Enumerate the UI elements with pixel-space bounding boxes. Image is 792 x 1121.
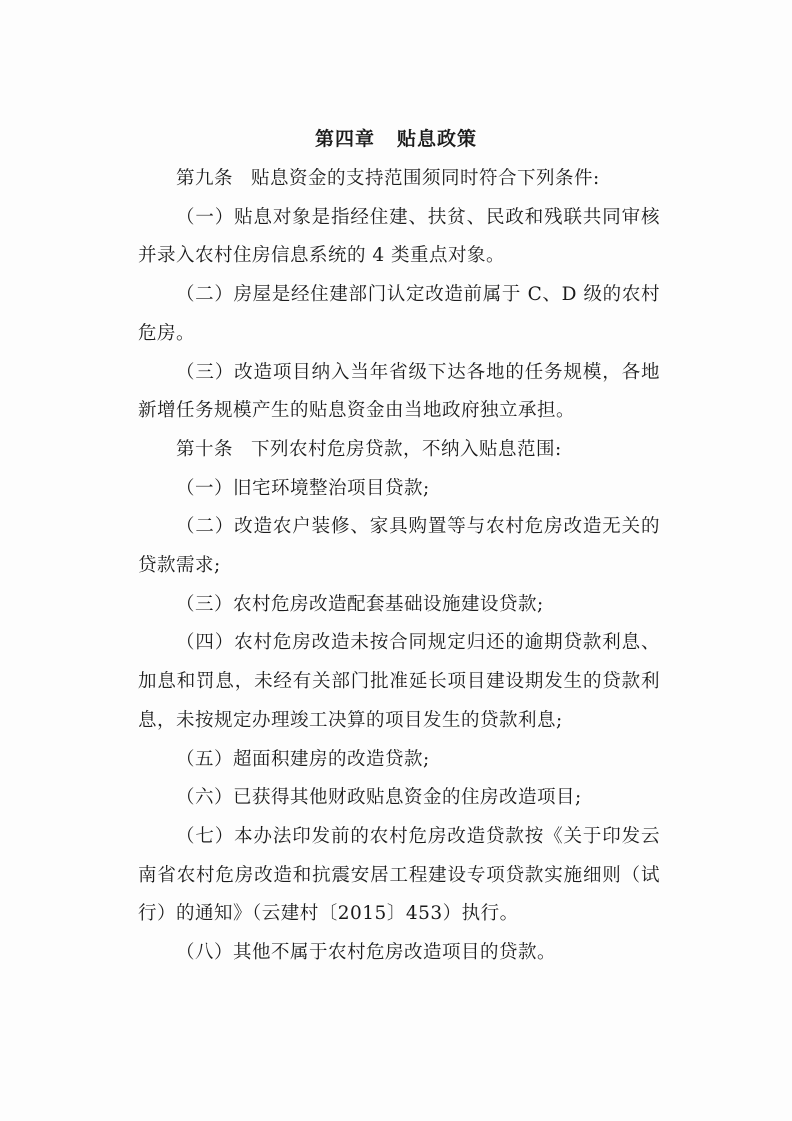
- article-10-item-2: [138, 508, 660, 585]
- paragraph-text: （二）改造农户装修、家具购置等与农村危房改造无关的贷款需求;: [138, 516, 660, 577]
- paragraph-text: （三）农村危房改造配套基础设施建设贷款;: [176, 593, 544, 615]
- article-10-item-1: [138, 470, 660, 509]
- chapter-heading: [0, 124, 792, 151]
- article-9-item-1: [138, 199, 660, 276]
- chapter-title: 贴息政策: [397, 128, 478, 150]
- paragraph-text: 贴息资金的支持范围须同时符合下列条件:: [251, 168, 600, 189]
- paragraph-text: （四）农村危房改造未按合同规定归还的逾期贷款利息、加息和罚息，未经有关部门批准延长项目建设期发生的贷款利息，未按规定办理竣工决算的项目发生的贷款利息;: [138, 632, 660, 731]
- paragraph-text: （二）房屋是经住建部门认定改造前属于 C、D 级的农村危房。: [138, 284, 660, 344]
- paragraph-text: （一）旧宅环境整治项目贷款;: [176, 477, 430, 499]
- chapter-number: 第四章: [314, 128, 375, 150]
- article-10-item-5: [138, 741, 660, 780]
- paragraph-text: 下列农村危房贷款，不纳入贴息范围:: [251, 438, 562, 460]
- document-body: [138, 160, 660, 973]
- article-10-item-7: [138, 818, 660, 934]
- paragraph-text: （五）超面积建房的改造贷款;: [176, 748, 430, 770]
- article-10-item-6: [138, 779, 660, 818]
- paragraph-text: （一）贴息对象是指经住建、扶贫、民政和残联共同审核并录入农村住房信息系统的 4 类重点对象。: [138, 206, 660, 267]
- article-10-intro: [138, 431, 660, 470]
- article-9-item-3: [138, 354, 660, 431]
- article-number: 第九条: [176, 168, 234, 189]
- paragraph-text: （三）改造项目纳入当年省级下达各地的任务规模，各地新增任务规模产生的贴息资金由当地政府独立承担。: [138, 361, 660, 422]
- paragraph-text: （八）其他不属于农村危房改造项目的贷款。: [176, 942, 557, 964]
- article-number: 第十条: [176, 438, 234, 460]
- article-10-item-4: [138, 624, 660, 740]
- paragraph-text: （七）本办法印发前的农村危房改造贷款按《关于印发云南省农村危房改造和抗震安居工程建设专项贷款实施细则（试行）的通知》（云建村〔2015〕453）执行。: [138, 825, 660, 925]
- article-9-intro: [138, 160, 660, 199]
- paragraph-text: （六）已获得其他财政贴息资金的住房改造项目;: [176, 787, 582, 809]
- article-9-item-2: [138, 276, 660, 353]
- article-10-item-8: [138, 934, 660, 973]
- article-10-item-3: [138, 586, 660, 625]
